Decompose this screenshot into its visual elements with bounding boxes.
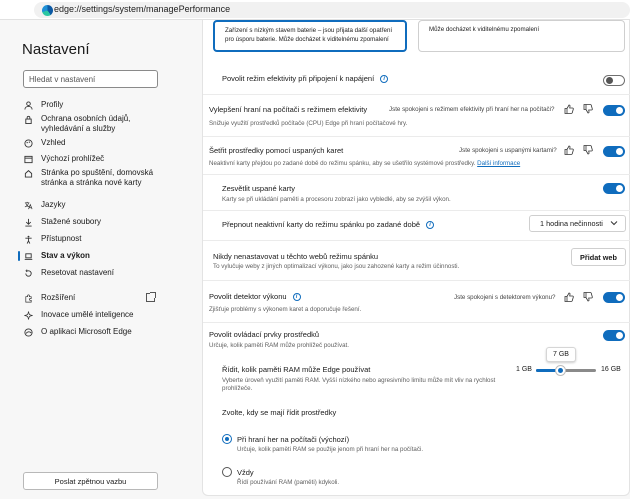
info-icon[interactable]: i bbox=[293, 293, 301, 301]
sleeping-tabs-label: Šetřit prostředky pomocí uspaných karet bbox=[209, 146, 344, 155]
settings-sidebar bbox=[0, 20, 178, 499]
sleeping-tabs-desc: Neaktivní karty přejdou po zadané době do režimu spánku, aby se ušetřilo systémové prostředky. bbox=[209, 160, 476, 167]
radio-gaming-only[interactable] bbox=[222, 434, 232, 444]
efficiency-on-power-row bbox=[222, 74, 388, 83]
sidebar-item-profiles[interactable] bbox=[23, 100, 163, 110]
sidebar-item-downloads[interactable] bbox=[23, 217, 163, 227]
ram-max-label: 16 GB bbox=[601, 366, 621, 373]
thumbs-down-icon[interactable] bbox=[583, 104, 593, 116]
learn-more-link[interactable]: Další informace bbox=[477, 160, 521, 167]
sidebar-item-label: Inovace umělé inteligence bbox=[41, 310, 134, 319]
lock-icon bbox=[23, 114, 33, 124]
accessibility-icon bbox=[23, 234, 33, 244]
ram-slider-thumb[interactable] bbox=[555, 365, 566, 376]
toggle-knob bbox=[616, 185, 623, 192]
ram-limit-slider[interactable] bbox=[536, 369, 596, 372]
thumbs-up-icon[interactable] bbox=[564, 145, 574, 157]
fade-tabs-label: Zesvětlit uspané karty bbox=[222, 184, 295, 193]
sidebar-item-about-edge[interactable] bbox=[23, 327, 163, 337]
performance-detector-row bbox=[209, 292, 301, 301]
sleep-after-row bbox=[222, 220, 434, 229]
info-icon[interactable]: i bbox=[380, 75, 388, 83]
gaming-feedback-question: Jste spokojeni s režimem efektivity při hraní her na počítači? bbox=[389, 106, 555, 113]
sidebar-item-label: Výchozí prohlížeč bbox=[41, 154, 105, 163]
info-icon[interactable]: i bbox=[426, 221, 434, 229]
thumbs-up-icon[interactable] bbox=[564, 104, 574, 116]
sidebar-item-label: O aplikaci Microsoft Edge bbox=[41, 327, 132, 336]
sidebar-item-label: Rozšíření bbox=[41, 293, 76, 302]
sidebar-item-label: Jazyky bbox=[41, 200, 66, 209]
resource-controls-toggle[interactable] bbox=[603, 330, 625, 341]
divider bbox=[203, 94, 630, 95]
radio-gaming-only-label[interactable]: Při hraní her na počítači (výchozí) bbox=[237, 435, 350, 444]
download-icon bbox=[23, 217, 33, 227]
never-sleep-desc: To vylučuje weby z jiných optimalizací výkonu, jako jsou zahozené karty a režim účinnosti. bbox=[213, 263, 460, 270]
sidebar-title: Nastavení bbox=[22, 41, 90, 58]
sidebar-item-label: Profily bbox=[41, 100, 64, 109]
laptop-icon bbox=[23, 251, 33, 261]
sidebar-item-languages[interactable] bbox=[23, 200, 163, 210]
sidebar-item-ai-innovations[interactable] bbox=[23, 310, 163, 320]
efficiency-option-tile-selected[interactable]: Zařízení s nízkým stavem baterie – jsou přijata další opatření pro úsporu baterie. Může docházet k viditelnému zpomalení bbox=[213, 20, 407, 52]
external-link-icon[interactable] bbox=[146, 293, 155, 302]
sleep-after-value: 1 hodina nečinnosti bbox=[540, 219, 603, 228]
chevron-down-icon bbox=[610, 220, 618, 228]
toggle-knob bbox=[616, 294, 623, 301]
divider bbox=[203, 240, 630, 241]
radio-always[interactable] bbox=[222, 467, 232, 477]
fade-tabs-toggle[interactable] bbox=[603, 183, 625, 194]
send-feedback-button[interactable]: Poslat zpětnou vazbu bbox=[23, 472, 158, 490]
gaming-efficiency-toggle[interactable] bbox=[603, 105, 625, 116]
reset-icon bbox=[23, 268, 33, 278]
sidebar-item-accessibility[interactable] bbox=[23, 234, 163, 244]
divider bbox=[203, 280, 630, 281]
sidebar-item-privacy[interactable] bbox=[23, 114, 163, 134]
thumbs-down-icon[interactable] bbox=[583, 292, 593, 304]
thumbs-down-icon[interactable] bbox=[583, 145, 593, 157]
sleeping-tabs-question: Jste spokojeni s uspanými kartami? bbox=[459, 147, 557, 154]
fade-tabs-desc: Karty se při ukládání paměti a procesoru zobrazí jako vybledlé, aby se zvýšil výkon. bbox=[222, 196, 451, 203]
person-icon bbox=[23, 100, 33, 110]
performance-detector-label: Povolit detektor výkonu bbox=[209, 292, 287, 301]
toggle-knob bbox=[616, 107, 623, 114]
add-site-button[interactable]: Přidat web bbox=[571, 248, 626, 266]
toggle-knob bbox=[616, 332, 623, 339]
divider bbox=[203, 136, 630, 137]
url-bar[interactable] bbox=[34, 2, 630, 18]
ram-limit-desc-line: prohlížeče. bbox=[222, 385, 253, 392]
sleeping-tabs-toggle[interactable] bbox=[603, 146, 625, 157]
never-sleep-label: Nikdy nenastavovat u těchto webů režimu spánku bbox=[213, 252, 379, 261]
divider bbox=[203, 174, 630, 175]
radio-always-label[interactable]: Vždy bbox=[237, 468, 254, 477]
home-icon bbox=[23, 168, 33, 178]
performance-detector-toggle[interactable] bbox=[603, 292, 625, 303]
performance-detector-desc: Zjišťuje problémy s výkonem karet a doporučuje řešení. bbox=[209, 306, 362, 313]
sidebar-item-label: Přístupnost bbox=[41, 234, 82, 243]
sidebar-item-label: Stažené soubory bbox=[41, 217, 102, 226]
extensions-icon bbox=[23, 293, 33, 303]
sidebar-item-start-page[interactable] bbox=[23, 168, 163, 188]
sleep-after-select[interactable] bbox=[529, 215, 626, 232]
sleep-after-label: Přepnout neaktivní karty do režimu spánku po zadané době bbox=[222, 220, 421, 229]
divider bbox=[203, 322, 630, 323]
resource-controls-label: Povolit ovládací prvky prostředků bbox=[209, 330, 320, 339]
gaming-efficiency-label: Vylepšení hraní na počítači s režimem efektivity bbox=[209, 105, 368, 114]
ram-limit-label: Řídit, kolik paměti RAM může Edge používat bbox=[222, 365, 371, 374]
sidebar-item-label: Vzhled bbox=[41, 138, 66, 147]
efficiency-on-power-label: Povolit režim efektivity při připojení k napájení bbox=[222, 74, 375, 83]
sidebar-item-label: Stav a výkon bbox=[41, 251, 90, 260]
edge-icon bbox=[23, 327, 33, 337]
ram-slider-tooltip: 7 GB bbox=[546, 347, 576, 362]
gaming-efficiency-desc: Snižuje využití prostředků počítače (CPU) Edge při hraní počítačové hry. bbox=[209, 120, 408, 127]
settings-search-input[interactable] bbox=[23, 70, 158, 88]
sidebar-item-extensions[interactable] bbox=[23, 293, 163, 303]
resource-controls-desc: Určuje, kolik paměti RAM může prohlížeč používat. bbox=[209, 342, 349, 349]
browser-icon bbox=[23, 154, 33, 164]
sidebar-item-label: Ochrana osobních údajů, vyhledávání a služby bbox=[41, 114, 131, 133]
address-bar bbox=[0, 0, 630, 20]
sidebar-item-reset[interactable] bbox=[23, 268, 163, 278]
url-text[interactable]: edge://settings/system/managePerformance bbox=[54, 4, 231, 14]
language-icon bbox=[23, 200, 33, 210]
efficiency-on-power-toggle[interactable] bbox=[603, 75, 625, 86]
sidebar-item-system-performance[interactable] bbox=[23, 251, 163, 261]
divider bbox=[203, 210, 630, 211]
performance-detector-question: Jste spokojeni s detektorem výkonu? bbox=[454, 294, 556, 301]
sidebar-item-appearance[interactable] bbox=[23, 138, 163, 148]
edge-icon bbox=[42, 5, 53, 16]
ai-icon bbox=[23, 310, 33, 320]
sidebar-item-label: Resetovat nastavení bbox=[41, 268, 114, 277]
sleeping-tabs-desc-row bbox=[209, 160, 520, 168]
toggle-knob bbox=[606, 77, 613, 84]
radio-always-desc: Řídí používání RAM (paměti) kdykoli. bbox=[237, 479, 340, 486]
thumbs-up-icon[interactable] bbox=[564, 292, 574, 304]
sidebar-item-default-browser[interactable] bbox=[23, 154, 163, 164]
when-control-label: Zvolte, kdy se mají řídit prostředky bbox=[222, 408, 337, 417]
toggle-knob bbox=[616, 148, 623, 155]
radio-gaming-only-desc: Určuje, kolik paměti RAM se použije jenom při hraní her na počítači. bbox=[237, 446, 424, 453]
sidebar-item-label: Stránka po spuštění, domovská stránka a stránka nové karty bbox=[41, 168, 154, 187]
ram-min-label: 1 GB bbox=[516, 366, 532, 373]
performance-settings-card bbox=[202, 20, 630, 496]
ram-limit-desc-line: Vyberte úroveň využití paměti RAM. Vyšší nízkého nebo agresivního limitu může mít vliv na rychlost bbox=[222, 377, 496, 384]
efficiency-option-tile[interactable]: Může docházet k viditelnému zpomalení bbox=[418, 20, 625, 52]
palette-icon bbox=[23, 138, 33, 148]
